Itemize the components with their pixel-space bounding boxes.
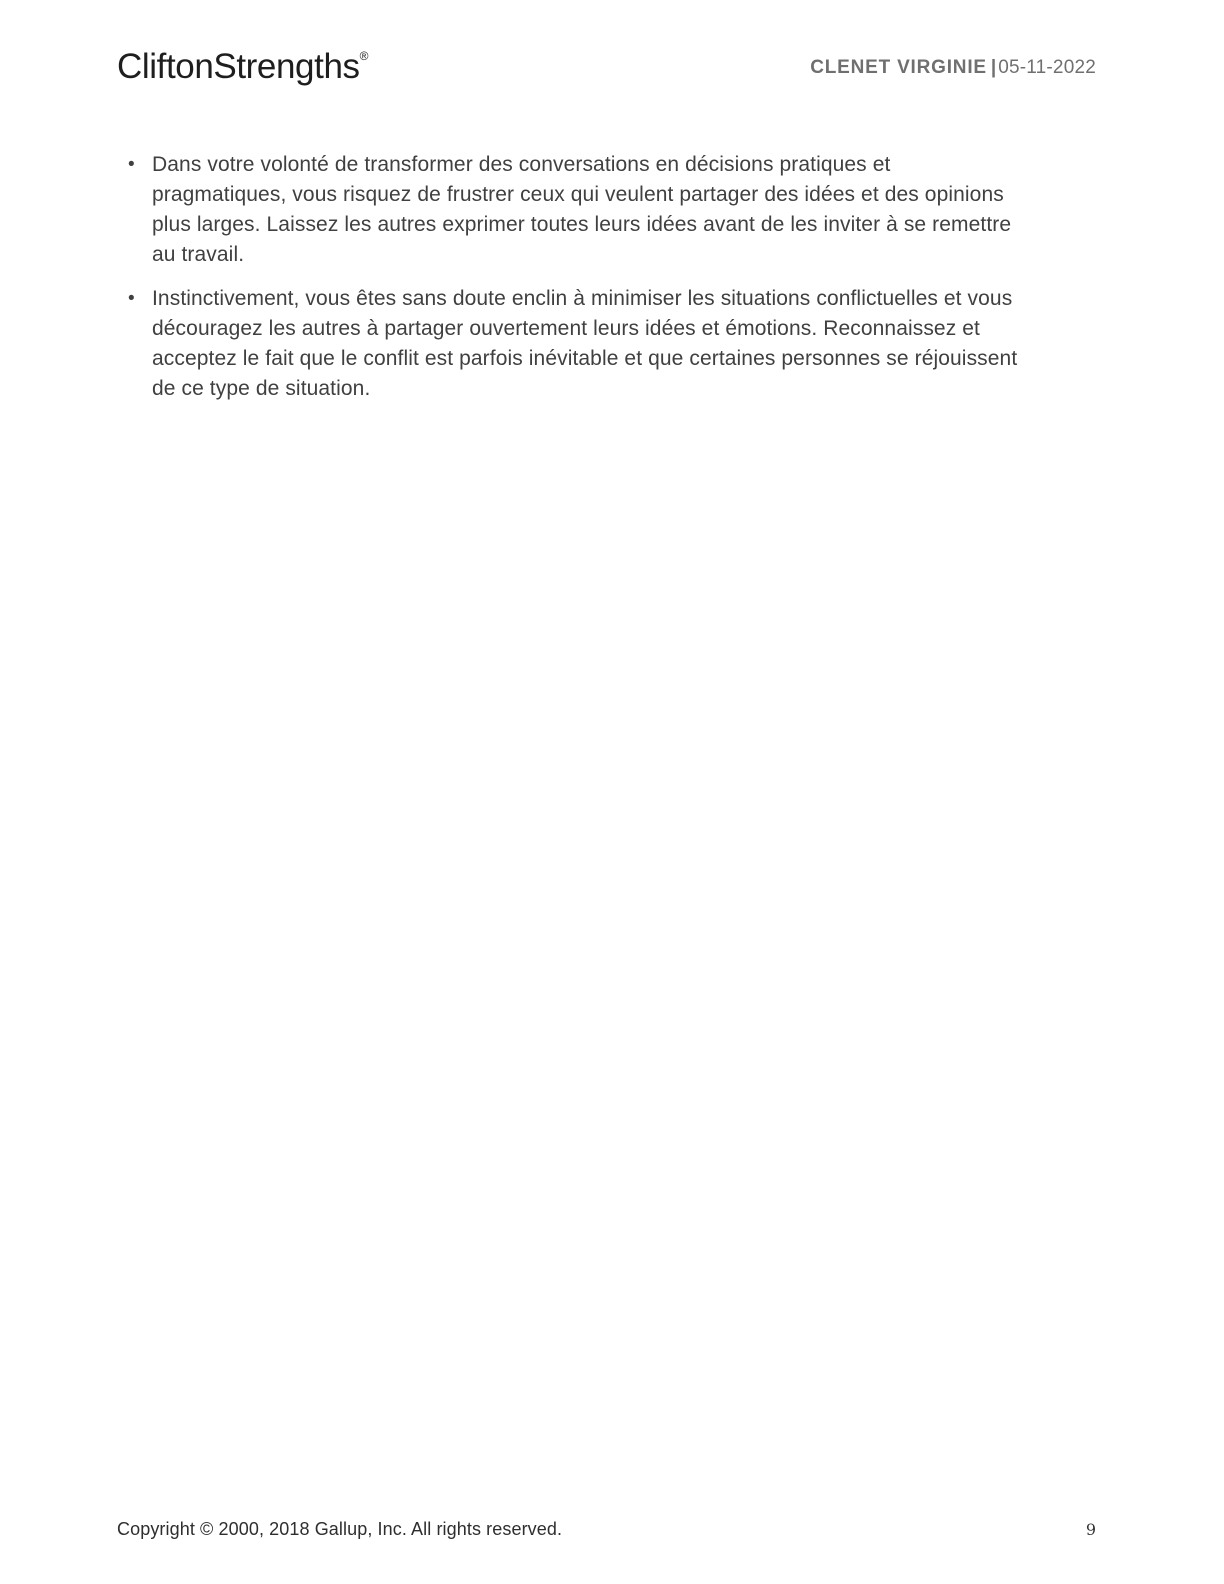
person-name: CLENET VIRGINIE bbox=[810, 57, 987, 78]
report-meta bbox=[810, 57, 1096, 79]
list-item bbox=[117, 150, 1029, 270]
page-header bbox=[117, 48, 1096, 87]
report-date: 05-11-2022 bbox=[998, 57, 1096, 78]
page-footer bbox=[117, 1519, 1096, 1540]
logo-text: CliftonStrengths bbox=[117, 47, 360, 86]
page-content bbox=[117, 150, 1029, 418]
copyright-notice: Copyright © 2000, 2018 Gallup, Inc. All rights reserved. bbox=[117, 1519, 563, 1539]
list-item bbox=[117, 284, 1029, 404]
bullet-text: Dans votre volonté de transformer des conversations en décisions pratiques et pragmatiques, vous risquez de frustrer ceux qui veulent partager des idées et des opinions plus larges. Laissez les autres exprimer toutes leurs idées avant de les inviter à se remettre au travail. bbox=[152, 153, 1012, 266]
bullet-icon: • bbox=[128, 154, 135, 175]
page-number: 9 bbox=[1085, 1520, 1096, 1539]
meta-separator: | bbox=[990, 57, 997, 78]
bullet-list bbox=[117, 150, 1029, 404]
registered-trademark-symbol: ® bbox=[359, 49, 369, 63]
cliftonstrengths-logo bbox=[117, 48, 368, 87]
bullet-text: Instinctivement, vous êtes sans doute enclin à minimiser les situations conflictuelles et vous découragez les autres à partager ouvertement leurs idées et émotions. Reconnaissez et acceptez le fait que le conflit est parfois inévitable et que certaines personnes se réjouissent de ce type de situation. bbox=[152, 287, 1018, 400]
bullet-icon: • bbox=[128, 288, 135, 309]
